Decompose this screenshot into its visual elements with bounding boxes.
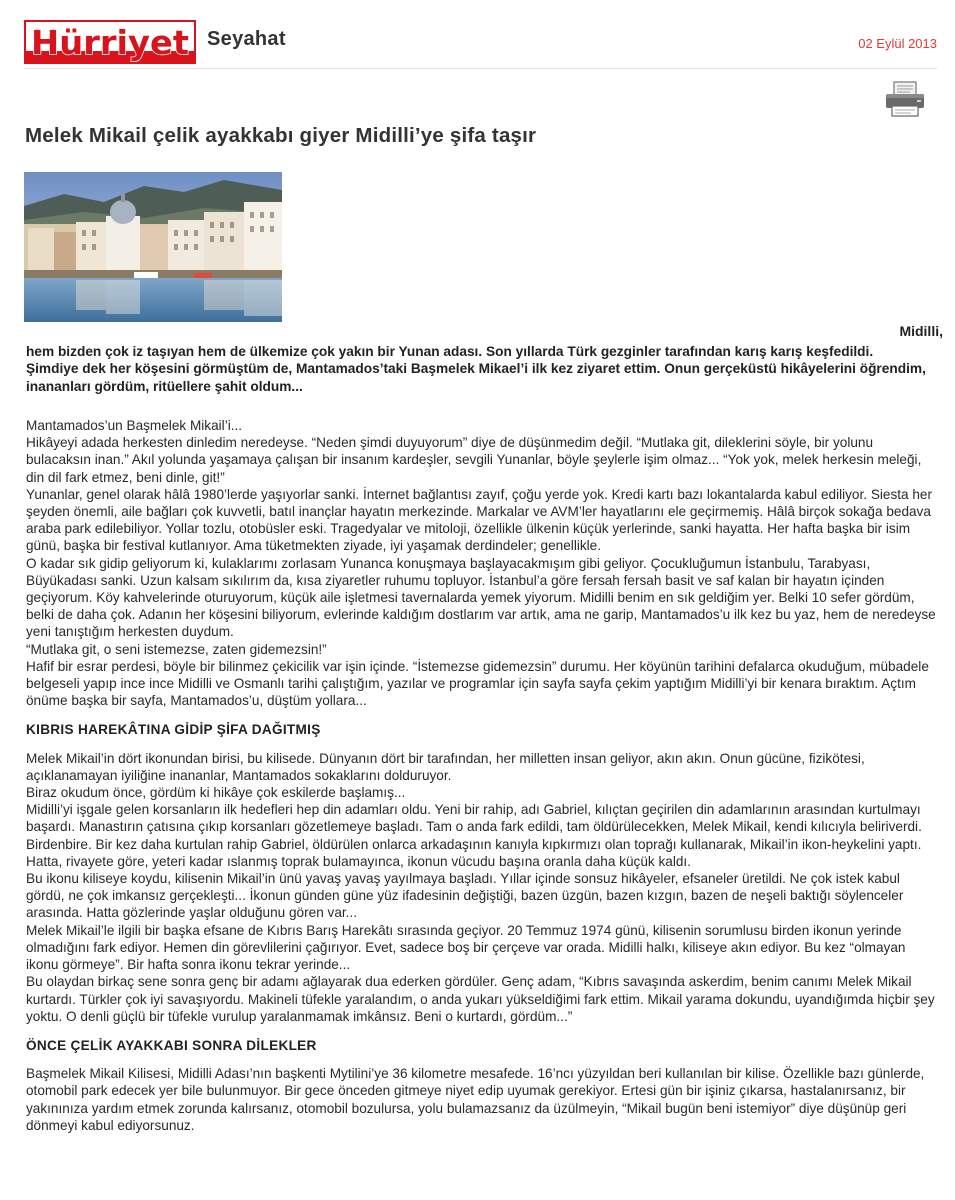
paragraph: “Mutlaka git, o seni istemezse, zaten gidemezsin!” [26,641,327,657]
article-lead: hem bizden çok iz taşıyan hem de ülkemize çok yakın bir Yunan adası. Son yıllarda Türk gezginler tarafından karış karış keşfedildi. Şimdiye dek her köşesini görmüştüm de, Mantamados’taki Başmelek Mikael’i ilk kez ziyaret ettim. Onun gerçeküstü hikâyelerini öğrendim, inananları gördüm, ritüellere şahit oldum... [26,344,926,394]
section-heading-kibris: KIBRIS HAREKÂTINA GİDİP ŞİFA DAĞITMIŞ [26,722,321,738]
paragraph: Bu olaydan birkaç sene sonra genç bir adamı ağlayarak dua ederken gördüler. Genç adam, “Kıbrıs savaşında askerdim, benim canımı Melek Mikail kurtardı. Türkler çok iyi savaşıyordu. Makineli tüfekle yaralandım, o anda yukarı yükseldiğimi fark ettim. Mikail yarama dokundu, uyandığımda hiçbir şey yoktu. O denli güçlü bir tüfekle vurulup yaralanmamak imkânsız. Beni o kurtardı, gördüm...” [26,974,935,1024]
paragraph: Melek Mikail’le ilgili bir başka efsane de Kıbrıs Barış Harekâtı sırasında geçiyor. 20 Temmuz 1974 günü, kilisenin sorumlusu birden ikonun yerinde olmadığını fark ediyor. Hemen din görevlilerini çağırıyor. Evet, sadece boş bir çerçeve var orada. Midilli halkı, kiliseye akın ediyor. Bu kez “olmayan ikonu görmeye”. Bir hafta sonra ikonu tekrar yerinde... [26,922,906,973]
publish-date: 02 Eylül 2013 [858,36,937,51]
paragraph: Melek Mikail’in dört ikonundan birisi, bu kilisede. Dünyanın dört bir tarafından, her milletten insan geliyor, akın akın. Onun gücüne, fizikötesi, açıklanamayan iyiliğine inananlar, Mantamados sokaklarını dolduruyor. [26,750,865,783]
printer-icon [884,80,926,118]
paragraph: Hafif bir esrar perdesi, böyle bir bilinmez çekicilik var işin içinde. “İstemezse gidemezsin” durumu. Her köyünün tarihini defalarca okuduğum, mübadele belgeseli yapıp ince ince Midilli ve Osmanlı tarihi çalıştığım, yazılar ve programlar için sayfa sayfa çekim yaptığım Midilli’yi bir kenara bıraktım. Açtım önüme başka bir sayfa, Mantamados’u, düştüm yollara... [26,658,929,709]
paragraph: Başmelek Mikail Kilisesi, Midilli Adası’nın başkenti Mytilini’ye 36 kilometre mesafede. 16’ncı yüzyıldan beri kullanılan bir kilise. Özellikle bazı günlerde, otomobil park edecek yer bile bulunmuyor. Bir gece önceden gitmeye niyet edip uyumak gerekiyor. Ertesi gün bir işiniz çıkarsa, hastalanırsanız, bir yakınınıza yardım etmek zorunda kalırsanız, otomobil bozulursa, yolu bulamazsanız da üzülmeyin, “Mikail bugün beni istemiyor” diye düşünüp geri dönmeyi kabul ediyorsunuz. [26,1066,925,1133]
logo-text: Hürriyet [31,23,190,62]
lead-first-word: Midilli, [899,323,943,339]
paragraph: Midilli’yi işgale gelen korsanların ilk hedefleri hep din adamları oldu. Yeni bir rahip, adı Gabriel, kılıçtan geçirilen din adamlarının arasından kurtulmayı başardı. Manastırın çatısına çıkıp korsanları gözetlemeye başladı. Tam o anda fark edildi, tam öldürülecekken, Melek Mikail, kendi kılıcıyla beliriverdi. Birdenbire. Bir kez daha kurtulan rahip Gabriel, öldürülen onlarca arkadaşının kanıyla kıpkırmızı olan toprağı kullanarak, Mikail’in ikon-heykelini yaptı. Hatta, rivayete göre, yeteri kadar ıslanmış toprak bulamayınca, ikonun vücudu başına oranla daha küçük kaldı. [26,802,922,869]
paragraph: Mantamados’un Başmelek Mikail’i... [26,418,243,433]
article-title: Melek Mikail çelik ayakkabı giyer Midilli’ye şifa taşır [25,124,537,147]
section-title[interactable]: Seyahat [207,28,286,50]
section-heading-celik-ayakkabi: ÖNCE ÇELİK AYAKKABI SONRA DİLEKLER [26,1037,317,1053]
paragraph: Yunanlar, genel olarak hâlâ 1980’lerde yaşıyorlar sanki. İnternet bağlantısı zayıf, çoğu yerde yok. Kredi kartı bazı lokantalarda kabul ediliyor. Siesta her şeyden önemli, aile bağları çok kuvvetli, batıl inançlar hayatın merkezinde. Markalar ve AVM’ler hayatlarını ele geçirmemiş. Hâlâ birçok sokağa bedava araba park edilebiliyor. Yollar tozlu, otobüsler eski. Tragedyalar ve mitoloji, özellikle ülkenin küçük yerlerinde, sanki hayatta. Her hafta başka bir isim günü, başka bir festival kutlanıyor. Ama tüketmekten ziyade, iyi yaşamak derdindeler; genellikle. [26,486,933,554]
paragraph: Biraz okudum önce, gördüm ki hikâye çok eskilerde başlamış... [26,785,406,801]
article-body [26,417,938,1134]
article-photo [24,172,282,322]
hurriyet-logo[interactable] [24,20,196,64]
paragraph: Bu ikonu kiliseye koydu, kilisenin Mikail’in ünü yavaş yavaş yayılmaya başladı. Yıllar içinde sonsuz hikâyeler, efsaneler üretildi. Ne çok istek kabul gördü, ne çok imkansız gerçekleşti... İkonun günden güne yüz ifadesinin değiştiği, bazen üzgün, bazen kızgın, bazen de neşeli baktığı söylenceler arasında. Hatta gözlerinde yaşlar olduğunu gören var... [26,871,904,921]
print-button[interactable] [884,80,926,118]
paragraph: O kadar sık gidip geliyorum ki, kulaklarımı zorlasam Yunanca konuşmaya başlayacakmışım gibi geliyor. Çocukluğumun İstanbulu, Tarabyası, Büyükadası sanki. Uzun kalsam sıkılırım da, kısa ziyaretler ruhumu topluyor. İstanbul’a göre fersah fersah basit ve saf kalan bir hayatın içinden geçiyorum. Köy kahvelerinde oturuyorum, küçük aile işletmesi tavernalarda yemek yiyorum. Midilli benim en sık geldiğim yer. Belki 10 sefer gördüm, belki de daha çok. Adanın her köşesini biliyorum, evlerinde kaldığım dostlarım var artık, ama ne garip, Mantamados’u ilk kez bu yaz, hem de neredeyse yeni tanıştığım herkesten duydum. [26,555,936,640]
paragraph: Hikâyeyi adada herkesten dinledim neredeyse. “Neden şimdi duyuyorum” diye de düşünmedim değil. “Mutlaka git, dileklerini söyle, bir yolunu bulacaksın inan.” Akıl yolunda yaşamaya çalışan bir insanım kardeşler, sevgili Yunanlar, böyle şeylerle işim olmaz... “Yok yok, melek herkesin meleği, din dil fark etmez, beni dinle, git!” [26,435,922,485]
header-divider [24,68,937,69]
